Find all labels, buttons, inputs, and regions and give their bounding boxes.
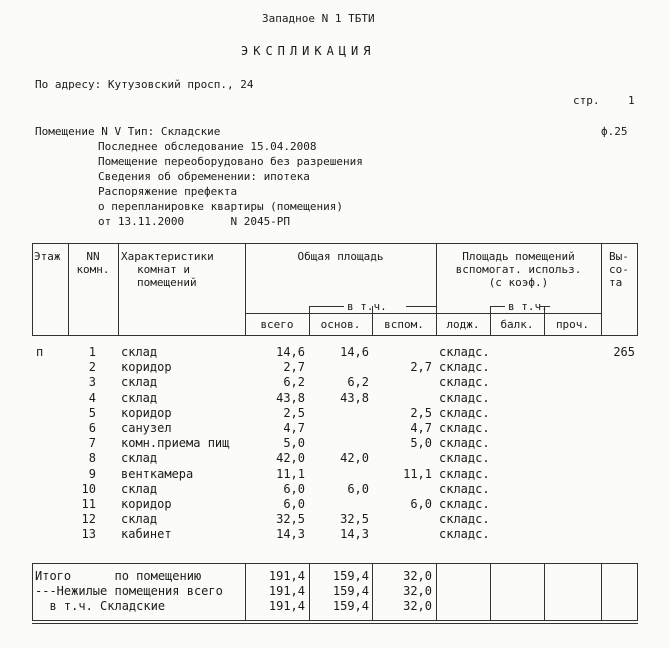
cell-room-name: санузел (121, 421, 172, 435)
cell-main-area: 159,4 (332, 569, 369, 583)
col-other: проч. (555, 318, 590, 331)
cell-room-number: 8 (88, 451, 96, 466)
col-height-2: со- (609, 263, 629, 276)
cell-room-name: склад (121, 345, 158, 359)
table-row (0, 482, 669, 497)
col-aux-incl: в т.ч. (508, 300, 548, 313)
cell-total-area: 2,7 (283, 360, 305, 375)
col-total-incl: в т.ч. (347, 300, 387, 313)
cell-room-name: склад (121, 451, 158, 466)
col-loggia: лодж. (446, 318, 480, 331)
cell-total-area: 6,0 (283, 481, 305, 496)
col-aux-area: Площадь помещений (462, 250, 575, 263)
cell-total-label: Итого по помещению (35, 569, 202, 583)
cell-total-area: 6,2 (283, 375, 305, 390)
cell-purpose: складс. (439, 345, 490, 359)
document-title: ЭКСПЛИКАЦИЯ (241, 44, 376, 58)
cell-room-name: склад (121, 512, 158, 527)
cell-floor: п (36, 345, 44, 359)
cell-height: 265 (613, 345, 635, 359)
cell-room-number: 1 (88, 345, 96, 359)
cell-total-area: 5,0 (283, 436, 305, 451)
cell-aux-area: 2,5 (410, 405, 432, 420)
table-row (0, 497, 669, 512)
col-nn-rooms: комн. (76, 263, 110, 276)
table-row (0, 451, 669, 466)
cell-room-number: 4 (88, 390, 96, 405)
col-balcony: балк. (500, 318, 534, 331)
col-characteristics-3: помещений (137, 276, 197, 289)
cell-aux-area: 6,0 (410, 497, 432, 511)
col-height-3: та (609, 276, 623, 289)
table-row (0, 345, 669, 360)
cell-purpose: складс. (439, 481, 490, 496)
cell-purpose: складс. (439, 512, 490, 527)
cell-main-area: 43,8 (340, 390, 369, 405)
col-nn: NN (86, 250, 100, 263)
cell-room-number: 2 (88, 360, 96, 375)
cell-room-name: кабинет (121, 527, 172, 542)
cell-room-number: 7 (88, 436, 96, 451)
cell-total-area: 191,4 (268, 569, 305, 583)
col-aux: вспом. (384, 318, 424, 331)
cell-purpose: складс. (439, 527, 490, 542)
reequip-note: Помещение переоборудовано без разрешения (98, 155, 363, 168)
cell-aux-area: 4,7 (410, 421, 432, 435)
cell-main-area: 6,0 (347, 481, 369, 496)
cell-purpose: складс. (439, 375, 490, 390)
cell-purpose: складс. (439, 390, 490, 405)
encumbrance-note: Сведения об обременении: ипотека (98, 170, 310, 183)
col-total-area: Общая площадь (297, 250, 384, 263)
col-main: основ. (320, 318, 361, 331)
cell-room-number: 3 (88, 375, 96, 390)
cell-purpose: складс. (439, 466, 490, 481)
cell-room-number: 10 (81, 481, 96, 496)
table-row (0, 360, 669, 375)
table-row (0, 391, 669, 406)
cell-room-number: 5 (88, 405, 96, 420)
prefect-order-subject: о перепланировке квартиры (помещения) (98, 200, 344, 213)
table-row (0, 436, 669, 451)
cell-purpose: складс. (439, 436, 490, 451)
cell-main-area: 159,4 (332, 599, 369, 613)
col-floor: Этаж (34, 250, 61, 263)
cell-total-area: 42,0 (276, 451, 305, 466)
form-number: ф.25 (601, 125, 628, 138)
premises-type: Помещение N V Тип: Складские (35, 125, 221, 138)
cell-main-area: 32,5 (340, 512, 369, 527)
cell-main-area: 6,2 (347, 375, 369, 390)
cell-room-name: венткамера (121, 466, 194, 481)
cell-purpose: складс. (439, 451, 490, 466)
table-row (0, 406, 669, 421)
cell-main-area: 42,0 (340, 451, 369, 466)
cell-room-name: коридор (121, 497, 172, 511)
cell-room-name: комн.приема пищ (121, 436, 230, 451)
cell-total-area: 14,6 (276, 345, 305, 359)
cell-purpose: складс. (439, 497, 490, 511)
cell-aux-area: 11,1 (403, 466, 432, 481)
table-row (0, 421, 669, 436)
page-number: 1 (628, 94, 635, 107)
col-characteristics: Характеристики (121, 250, 214, 263)
cell-aux-area: 2,7 (410, 360, 432, 375)
cell-room-number: 13 (81, 527, 96, 542)
cell-aux-area: 5,0 (410, 436, 432, 451)
cell-purpose: складс. (439, 405, 490, 420)
col-characteristics-2: комнат и (137, 263, 190, 276)
col-all: всего (260, 318, 294, 331)
cell-total-label: в т.ч. Складские (35, 599, 166, 613)
cell-room-name: склад (121, 481, 158, 496)
cell-room-name: коридор (121, 405, 172, 420)
total-row (0, 599, 669, 614)
cell-aux-area: 32,0 (403, 584, 432, 598)
cell-total-area: 191,4 (268, 584, 305, 598)
table-row (0, 375, 669, 390)
cell-main-area: 14,3 (340, 527, 369, 542)
cell-total-area: 4,7 (283, 421, 305, 435)
cell-total-area: 11,1 (276, 466, 305, 481)
total-row (0, 584, 669, 599)
cell-purpose: складс. (439, 360, 490, 375)
cell-main-area: 14,6 (340, 345, 369, 359)
prefect-order-date: от 13.11.2000 N 2045-РП (98, 215, 291, 228)
table-row (0, 527, 669, 542)
cell-purpose: складс. (439, 421, 490, 435)
cell-total-area: 43,8 (276, 390, 305, 405)
address: По адресу: Кутузовский просп., 24 (35, 78, 254, 91)
cell-aux-area: 32,0 (403, 569, 432, 583)
total-row (0, 569, 669, 584)
cell-total-label: ---Нежилые помещения всего (35, 584, 223, 598)
bti-org: Западное N 1 ТБТИ (262, 12, 375, 25)
cell-room-name: склад (121, 390, 158, 405)
cell-room-name: склад (121, 375, 158, 390)
cell-total-area: 191,4 (268, 599, 305, 613)
prefect-order: Распоряжение префекта (98, 185, 238, 198)
cell-aux-area: 32,0 (403, 599, 432, 613)
page-label: стр. (573, 94, 600, 107)
cell-total-area: 32,5 (276, 512, 305, 527)
col-aux-area-2: вспомогат. использ. (455, 263, 582, 276)
table-row (0, 467, 669, 482)
cell-room-number: 9 (88, 466, 96, 481)
cell-total-area: 14,3 (276, 527, 305, 542)
cell-total-area: 6,0 (283, 497, 305, 511)
cell-room-number: 6 (88, 421, 96, 435)
cell-room-name: коридор (121, 360, 172, 375)
col-aux-area-3: (с коэф.) (488, 276, 549, 289)
table-row (0, 512, 669, 527)
cell-room-number: 12 (81, 512, 96, 527)
col-height: Вы- (609, 250, 629, 263)
cell-total-area: 2,5 (283, 405, 305, 420)
survey-date: Последнее обследование 15.04.2008 (98, 140, 317, 153)
cell-room-number: 11 (81, 497, 96, 511)
cell-main-area: 159,4 (332, 584, 369, 598)
